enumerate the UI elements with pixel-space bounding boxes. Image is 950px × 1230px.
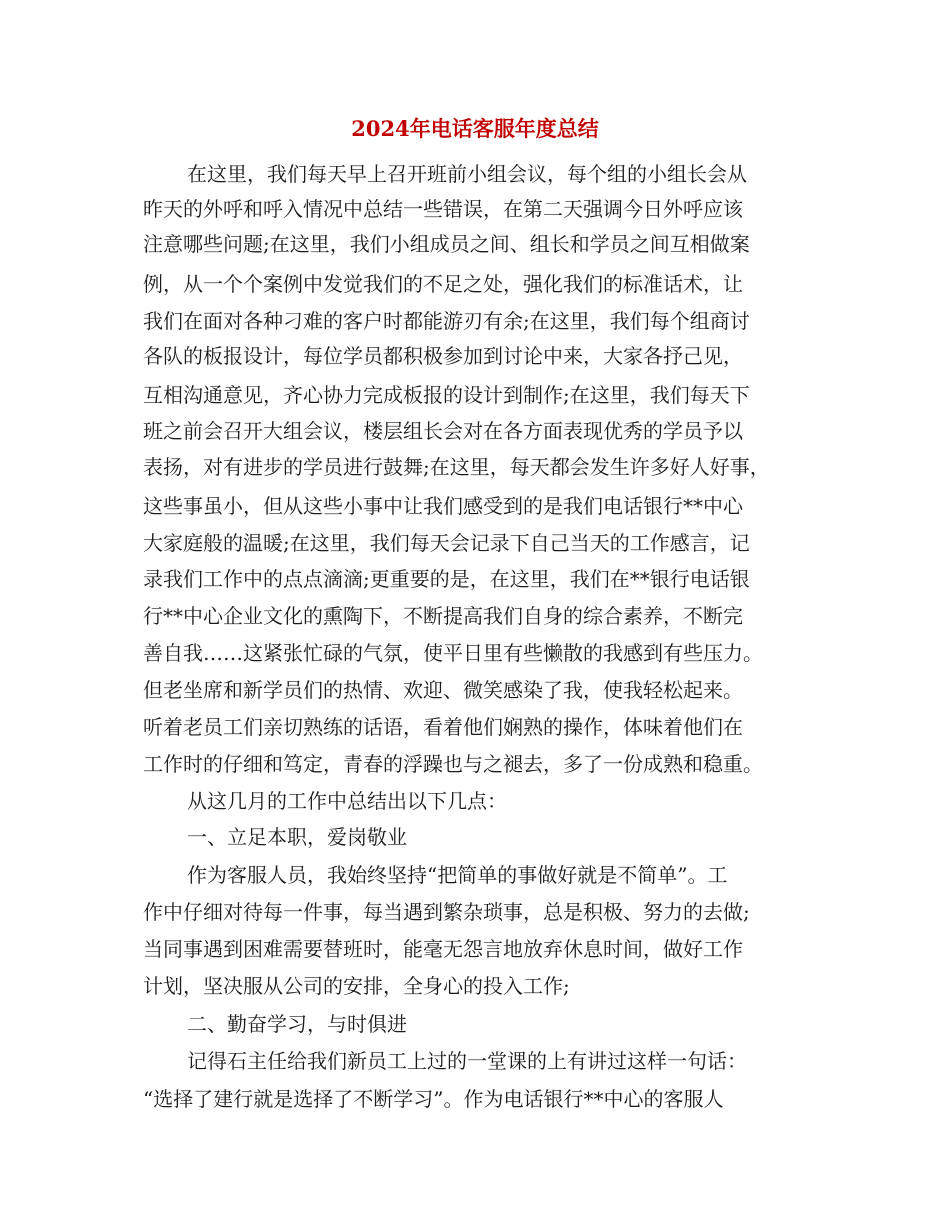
text-line: 各队的板报设计，每位学员都积极参加到讨论中来，大家各抒己见，: [143, 344, 743, 368]
text-line: 作中仔细对待每一件事，每当遇到繁杂琐事，总是积极、努力的去做;: [143, 900, 750, 924]
section-heading: 一、立足本职，爱岗敬业: [187, 825, 407, 849]
section-heading: 二、勤奋学习，与时俱进: [187, 1012, 407, 1036]
text-line: 昨天的外呼和呼入情况中总结一些错误，在第二天强调今日外呼应该: [143, 197, 743, 221]
text-line: 我们在面对各种刁难的客户时都能游刃有余;在这里，我们每个组商讨: [143, 309, 750, 333]
text-line: 善自我……这紧张忙碌的气氛，使平日里有些懒散的我感到有些压力。: [143, 641, 763, 665]
text-line: 班之前会召开大组会议，楼层组长会对在各方面表现优秀的学员予以: [143, 419, 743, 443]
text-line: 但老坐席和新学员们的热情、欢迎、微笑感染了我，使我轻松起来。: [143, 678, 743, 702]
text-line: 行**中心企业文化的熏陶下，不断提高我们自身的综合素养，不断完: [143, 604, 743, 628]
text-line: 当同事遇到困难需要替班时，能毫无怨言地放弃休息时间，做好工作: [143, 937, 743, 961]
text-line: 注意哪些问题;在这里，我们小组成员之间、组长和学员之间互相做案: [143, 232, 750, 256]
text-line: 录我们工作中的点点滴滴;更重要的是，在这里，我们在**银行电话银: [143, 567, 750, 591]
text-line: 工作时的仔细和笃定，青春的浮躁也与之褪去，多了一份成熟和稳重。: [143, 752, 763, 776]
text-line: 互相沟通意见，齐心协力完成板报的设计到制作;在这里，我们每天下: [143, 383, 750, 407]
text-line: 例，从一个个案例中发觉我们的不足之处，强化我们的标准话术，让: [143, 272, 743, 296]
text-line: 从这几月的工作中总结出以下几点：: [187, 789, 507, 813]
document-title: 2024年电话客服年度总结: [351, 116, 599, 141]
text-line: 表扬，对有进步的学员进行鼓舞;在这里，每天都会发生许多好人好事，: [143, 455, 770, 479]
text-line: 这些事虽小，但从这些小事中让我们感受到的是我们电话银行**中心: [143, 494, 743, 518]
text-line: 记得石主任给我们新员工上过的一堂课的上有讲过这样一句话：: [187, 1049, 747, 1073]
text-line: 大家庭般的温暖;在这里，我们每天会记录下自己当天的工作感言，记: [143, 531, 750, 555]
text-line: 听着老员工们亲切熟练的话语，看着他们娴熟的操作，体味着他们在: [143, 715, 743, 739]
text-line: “选择了建行就是选择了不断学习”。作为电话银行**中心的客服人: [143, 1087, 724, 1111]
text-line: 作为客服人员，我始终坚持“把简单的事做好就是不简单”。工: [187, 863, 728, 887]
text-line: 计划，坚决服从公司的安排，全身心的投入工作;: [143, 974, 570, 998]
text-line: 在这里，我们每天早上召开班前小组会议，每个组的小组长会从: [187, 162, 747, 186]
